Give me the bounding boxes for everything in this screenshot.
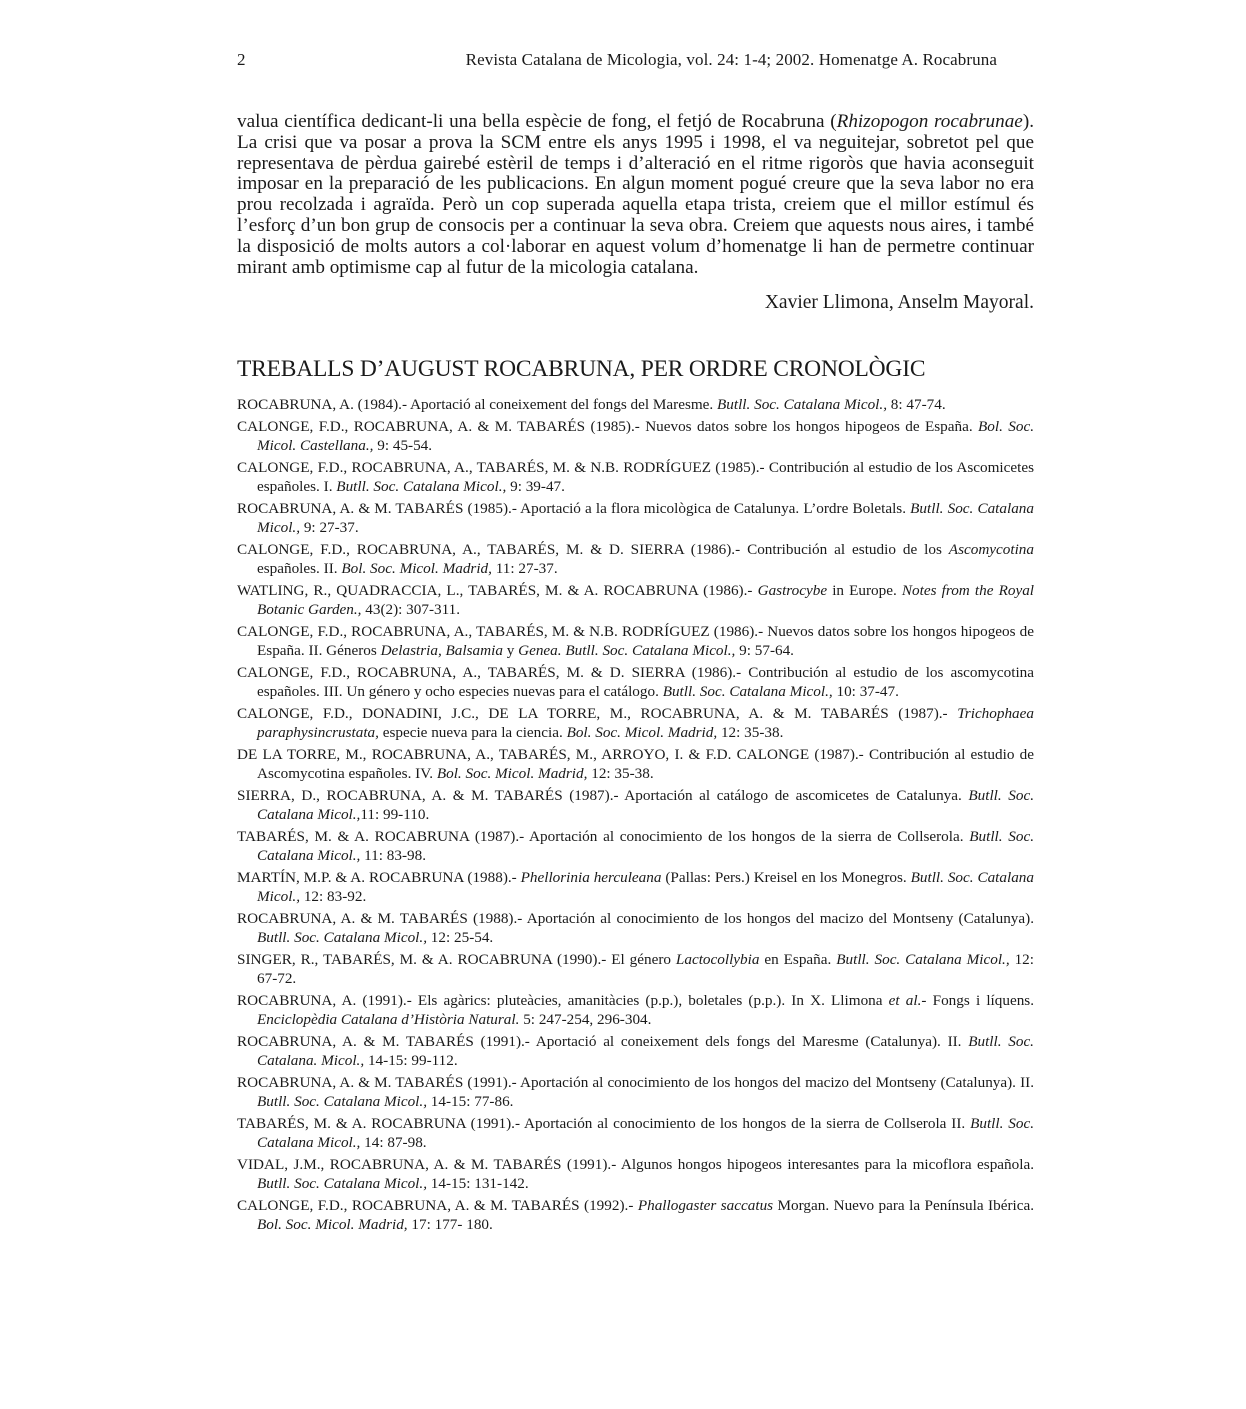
reference-italic-text: Notes from the Royal Botanic Garden., (257, 581, 1035, 618)
reference-text: ROCABRUNA, A. & M. TABARÉS (1985).- Aportació a la flora micològica de Catalunya. L’ordre Boletals. (237, 499, 911, 517)
reference-text: ROCABRUNA, A. & M. TABARÉS (1988).- Aportación al conocimiento de los hongos del macizo del Montseny (Catalunya). (237, 909, 1034, 927)
page-number: 2 (237, 50, 246, 69)
reference-text: 5: 247-254, 296-304. (519, 1011, 652, 1028)
signature: Xavier Llimona, Anselm Mayoral. (764, 292, 1034, 313)
reference-entry (237, 827, 1034, 865)
reference-entry (237, 909, 1034, 947)
reference-entry (237, 395, 1034, 414)
page-header (237, 50, 997, 74)
reference-italic-text: Butll. Soc. Catalana Micol., (257, 499, 1034, 536)
reference-entry (237, 499, 1034, 537)
reference-italic-text: Ascomycotina (948, 540, 1034, 558)
reference-text: especie nueva para la ciencia. (378, 724, 567, 741)
reference-text: VIDAL, J.M., ROCABRUNA, A. & M. TABARÉS (1991).- Algunos hongos hipogeos interesantes para la micoflora española. (237, 1155, 1034, 1173)
reference-italic-text: Butll. Soc. Catalana Micol., (257, 868, 1034, 905)
reference-text: MARTÍN, M.P. & A. ROCABRUNA (1988).- (237, 868, 521, 886)
reference-text: 9: 27-37. (300, 519, 359, 536)
intro-text (237, 112, 1034, 278)
reference-italic-text: Butll. Soc. Catalana Micol., (336, 478, 507, 495)
reference-italic-text: Bol. Soc. Micol. Castellana., (257, 417, 1034, 454)
reference-text: - Fongs i líquens. (921, 991, 1035, 1009)
reference-entry (237, 458, 1034, 496)
reference-text: Morgan. Nuevo para la Península Ibérica. (773, 1196, 1035, 1214)
reference-text: CALONGE, F.D., ROCABRUNA, A., TABARÉS, M. & D. SIERRA (1986).- Contribución al estudio de los ascomycotina españoles. III. Un género y ocho especies nuevas para el catálogo. (237, 663, 1034, 700)
reference-text: ROCABRUNA, A. & M. TABARÉS (1991).- Aportación al conocimiento de los hongos del macizo del Montseny (Catalunya). II. (237, 1073, 1034, 1091)
reference-italic-text: Butll. Soc. Catalana Micol., (257, 1175, 427, 1192)
reference-text: DE LA TORRE, M., ROCABRUNA, A., TABARÉS, M., ARROYO, I. & F.D. CALONGE (1987).- Contribución al estudio de Ascomycotina españoles. IV. (237, 745, 1034, 782)
reference-text: 14-15: 131-142. (427, 1175, 529, 1192)
reference-text: 12: 35-38. (587, 765, 654, 782)
reference-text: 8: 47-74. (887, 396, 946, 413)
reference-text: 11: 83-98. (360, 847, 427, 864)
intro-text-part-1: valua científica dedicant-li una bella espècie de fong, el fetjó de Rocabruna ( (237, 111, 837, 132)
reference-text: in Europe. (827, 581, 902, 599)
reference-entry (237, 417, 1034, 455)
intro-text-part-2: ). La crisi que va posar a prova la SCM entre els anys 1995 i 1998, el va neguitejar, sobretot pel que representava de pèrdua gairebé estèril de temps i d’alteració en el ritme rigoròs que havia aconseguit imposar en la preparació de les publicacions. En algun moment pogué creure que la seva labor no era prou recolzada i agraïda. Però un cop superada aquella etapa trista, creiem que el millor estímul és l’esforç d’un bon grup de consocis per a continuar la seva obra. Creiem que aquests nous aires, i també la disposició de molts autors a col·laborar en aquest volum d’homenatge li han de permetre continuar mirant amb optimisme cap al futur de la micologia catalana. (237, 111, 1034, 278)
reference-text: SIERRA, D., ROCABRUNA, A. & M. TABARÉS (1987).- Aportación al catálogo de ascomicetes de Catalunya. (237, 786, 969, 804)
intro-paragraph (237, 112, 1034, 278)
reference-text: 12: 35-38. (717, 724, 784, 741)
reference-text: 14-15: 99-112. (364, 1052, 458, 1069)
reference-text: CALONGE, F.D., DONADINI, J.C., DE LA TORRE, M., ROCABRUNA, A. & M. TABARÉS (1987).- (237, 704, 958, 722)
reference-italic-text: Bol. Soc. Micol. Madrid, (257, 1216, 408, 1233)
reference-italic-text: et al. (888, 991, 922, 1009)
reference-text: 9: 45-54. (373, 437, 433, 454)
reference-text: 9: 57-64. (735, 642, 794, 659)
reference-italic-text: Butll. Soc. Catalana Micol., (662, 683, 833, 700)
reference-text: SINGER, R., TABARÉS, M. & A. ROCABRUNA (1990).- El género (237, 950, 676, 968)
reference-italic-text: Lactocollybia (675, 950, 760, 968)
running-title: Revista Catalana de Micologia, vol. 24: 1-4; 2002. Homenatge A. Rocabruna (465, 50, 997, 69)
reference-entry (237, 1155, 1034, 1193)
reference-entry (237, 1032, 1034, 1070)
reference-entry (237, 663, 1034, 701)
reference-text: 14-15: 77-86. (427, 1093, 514, 1110)
reference-italic-text: Bol. Soc. Micol. Madrid, (566, 724, 718, 741)
reference-text: 17: 177- 180. (407, 1216, 493, 1233)
reference-italic-text: Enciclopèdia Catalana d’Història Natural. (257, 1011, 520, 1028)
reference-italic-text: Butll. Soc. Catalana. Micol., (257, 1032, 1034, 1069)
reference-entry (237, 622, 1034, 660)
reference-italic-text: Genea. Butll. Soc. Catalana Micol., (518, 642, 736, 659)
reference-italic-text: Butll. Soc. Catalana Micol., (717, 396, 887, 413)
reference-text: 12: 83-92. (300, 888, 367, 905)
reference-text: CALONGE, F.D., ROCABRUNA, A. & M. TABARÉS (1985).- Nuevos datos sobre los hongos hipogeos de España. (237, 417, 978, 435)
reference-text: 14: 87-98. (360, 1134, 427, 1151)
reference-entry (237, 704, 1034, 742)
reference-italic-text: Phellorinia herculeana (520, 868, 662, 886)
reference-text: ROCABRUNA, A. (1984).- Aportació al coneixement del fongs del Maresme. (237, 396, 717, 413)
reference-italic-text: Butll. Soc. Catalana Micol., (257, 929, 427, 946)
reference-italic-text: Butll. Soc. Catalana Micol., (257, 786, 1034, 823)
reference-entry (237, 581, 1034, 619)
reference-italic-text: Delastria, Balsamia (380, 642, 503, 659)
reference-text: 12: 25-54. (427, 929, 494, 946)
reference-text: (Pallas: Pers.) Kreisel en los Monegros. (661, 868, 911, 886)
reference-italic-text: Butll. Soc. Catalana Micol., (257, 827, 1034, 864)
reference-text: TABARÉS, M. & A. ROCABRUNA (1987).- Aportación al conocimiento de los hongos de la sierra de Collserola. (237, 827, 970, 845)
reference-text: WATLING, R., QUADRACCIA, L., TABARÉS, M. & A. ROCABRUNA (1986).- (237, 581, 758, 599)
reference-italic-text: Butll. Soc. Catalana Micol., (257, 1114, 1034, 1151)
reference-entry (237, 868, 1034, 906)
reference-italic-text: Butll. Soc. Catalana Micol., (836, 950, 1010, 968)
reference-text: CALONGE, F.D., ROCABRUNA, A., TABARÉS, M. & D. SIERRA (1986).- Contribución al estudio de los (237, 540, 949, 558)
reference-entry (237, 950, 1034, 988)
reference-text: 43(2): 307-311. (361, 601, 461, 618)
species-name: Rhizopogon rocabrunae (836, 111, 1023, 132)
reference-text: en España. (759, 950, 837, 968)
reference-italic-text: Gastrocybe (757, 581, 828, 599)
reference-text: 11: 27-37. (491, 560, 558, 577)
reference-text: CALONGE, F.D., ROCABRUNA, A., TABARÉS, M. & N.B. RODRÍGUEZ (1986).- Nuevos datos sobre los hongos hipogeos de España. II. Géneros (237, 622, 1034, 659)
reference-italic-text: Phallogaster saccatus (637, 1196, 774, 1214)
reference-italic-text: Bol. Soc. Micol. Madrid, (341, 560, 492, 577)
reference-text: ROCABRUNA, A. & M. TABARÉS (1991).- Aportació al coneixement dels fongs del Maresme (Catalunya). II. (237, 1032, 969, 1050)
reference-entry (237, 540, 1034, 578)
reference-text: TABARÉS, M. & A. ROCABRUNA (1991).- Aportación al conocimiento de los hongos de la sierra de Collserola II. (237, 1114, 971, 1132)
reference-entry (237, 1073, 1034, 1111)
reference-list (237, 395, 1034, 1237)
reference-entry (237, 1196, 1034, 1234)
reference-italic-text: Bol. Soc. Micol. Madrid, (436, 765, 588, 782)
reference-italic-text: Butll. Soc. Catalana Micol., (257, 1093, 427, 1110)
reference-entry (237, 1114, 1034, 1152)
reference-text: españoles. II. (257, 560, 342, 577)
reference-text: CALONGE, F.D., ROCABRUNA, A., TABARÉS, M. & N.B. RODRÍGUEZ (1985).- Contribución al estudio de los Ascomicetes españoles. I. (237, 458, 1034, 495)
section-title: TREBALLS D’AUGUST ROCABRUNA, PER ORDRE CRONOLÒGIC (237, 356, 926, 382)
reference-text: 9: 39-47. (506, 478, 565, 495)
reference-text: ROCABRUNA, A. (1991).- Els agàrics: pluteàcies, amanitàcies (p.p.), boletales (p.p.). In X. Llimona (237, 991, 889, 1009)
reference-text: CALONGE, F.D., ROCABRUNA, A. & M. TABARÉS (1992).- (237, 1196, 638, 1214)
reference-text: 11: 99-110. (360, 806, 430, 823)
reference-entry (237, 786, 1034, 824)
reference-text: 10: 37-47. (832, 683, 899, 700)
reference-entry (237, 745, 1034, 783)
reference-text: 12: 67-72. (257, 950, 1034, 987)
reference-entry (237, 991, 1034, 1029)
reference-text: y (502, 642, 519, 659)
reference-italic-text: Trichophaea paraphysincrustata, (257, 704, 1034, 741)
